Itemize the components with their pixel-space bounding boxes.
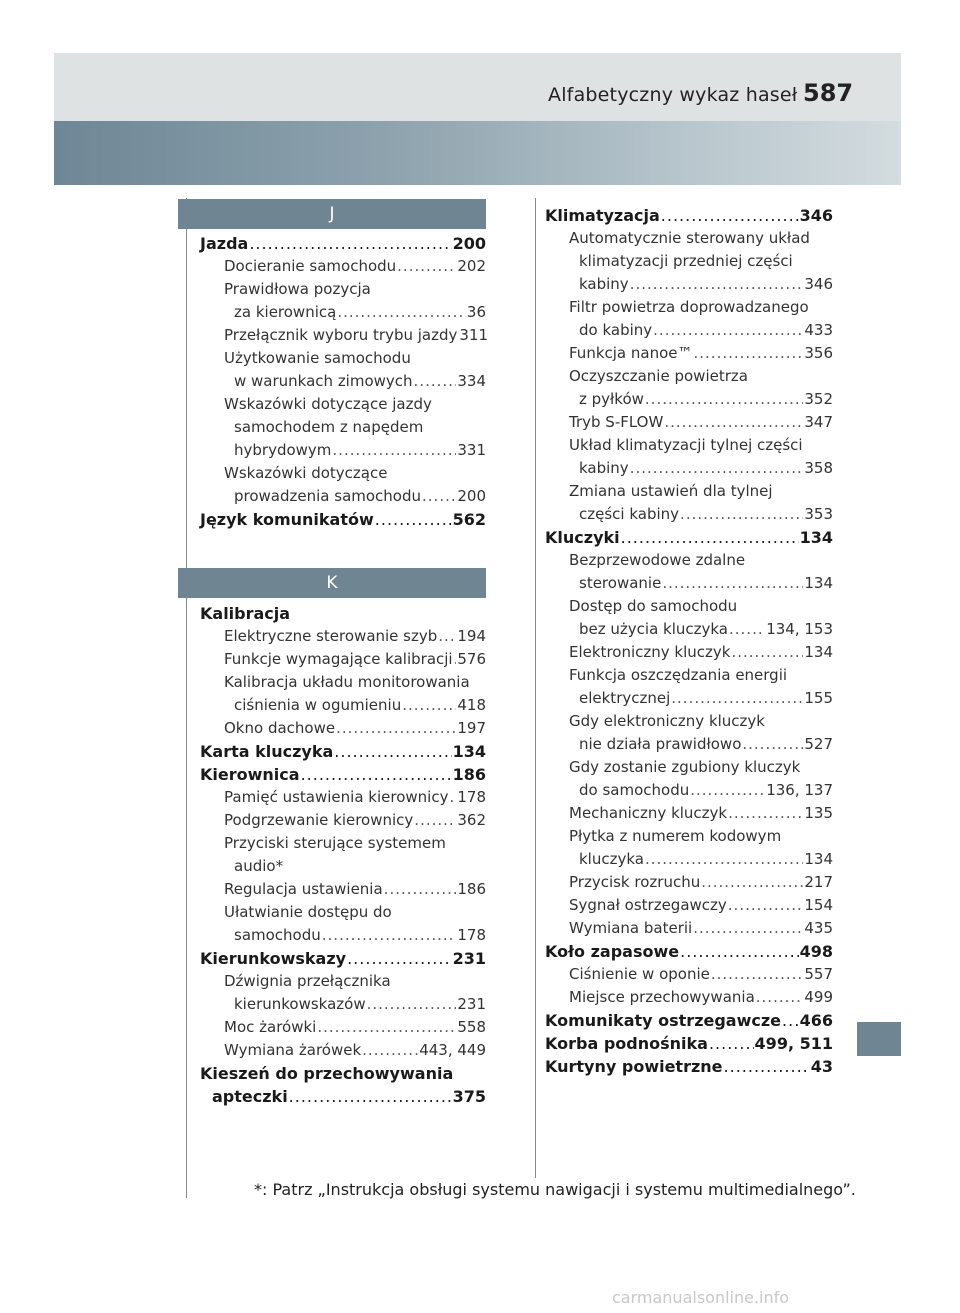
index-subentry-przeacznik-wyboru-trybu-jazdy: [200, 324, 489, 347]
page-reference: 154: [804, 896, 833, 914]
page-reference: 576: [457, 650, 486, 668]
page-reference: 231: [452, 949, 486, 968]
entry-text: Kalibracja układu monitorowania: [224, 673, 470, 691]
entry-text: Dostęp do samochodu: [569, 597, 738, 615]
entry-text: samochodem z napędem: [234, 418, 424, 436]
left-column-rule: [186, 198, 187, 1198]
entry-text: Komunikaty ostrzegawcze: [545, 1011, 782, 1030]
index-subentry-pamiec-ustawienia-kierownicy: [200, 786, 486, 809]
page-reference: 352: [804, 390, 833, 408]
entry-text: kierunkowskazów: [234, 995, 366, 1013]
entry-text: klimatyzacji przedniej części: [579, 252, 793, 270]
index-entry-kierownica: [200, 763, 486, 786]
entry-text: Płytka z numerem kodowym: [569, 827, 782, 845]
index-subentry-kalibracja-ukadu-monitorowania: [200, 671, 486, 694]
page-reference: 435: [804, 919, 833, 937]
page-reference: 134: [804, 643, 833, 661]
dot-leader: [384, 878, 457, 901]
dot-leader: [337, 301, 466, 324]
index-entry-apteczki: [200, 1085, 486, 1108]
index-subentry-wymiana-baterii: [545, 917, 833, 940]
entry-text: Bezprzewodowe zdalne: [569, 551, 746, 569]
dot-leader: [367, 993, 457, 1016]
index-column-k: [200, 602, 486, 1108]
entry-text: audio*: [234, 857, 284, 875]
dot-leader: [375, 508, 452, 531]
entry-text: Elektroniczny kluczyk: [569, 643, 731, 661]
index-subentry-gdy-zostanie-zgubiony-kluczyk: [545, 756, 833, 779]
page-reference: 43: [810, 1057, 833, 1076]
page-reference: 311: [459, 326, 489, 344]
dot-leader: [724, 1055, 810, 1078]
page-reference: 557: [804, 965, 833, 983]
dot-leader: [742, 733, 803, 756]
index-entry-jazda: [200, 232, 486, 255]
dot-leader: [454, 648, 457, 671]
entry-text: kabiny: [579, 459, 629, 477]
page-reference: 186: [452, 765, 486, 784]
index-subentry-dzwignia-przeacznika: [200, 970, 486, 993]
dot-leader: [630, 457, 804, 480]
entry-text: samochodu: [234, 926, 321, 944]
page-reference: 331: [457, 441, 486, 459]
dot-leader: [332, 439, 456, 462]
index-subentry-w-warunkach-zimowych: [200, 370, 486, 393]
dot-leader: [693, 917, 803, 940]
page-reference: 499: [804, 988, 833, 1006]
entry-text: elektrycznej: [579, 689, 671, 707]
page-reference: 178: [457, 926, 486, 944]
index-subentry-uzytkowanie-samochodu: [200, 347, 486, 370]
entry-text: Funkcja oszczędzania energii: [569, 666, 788, 684]
index-subentry-z-pykow: [545, 388, 833, 411]
page-reference: 200: [452, 234, 486, 253]
index-subentry-samochodu: [200, 924, 486, 947]
entry-text: w warunkach zimowych: [234, 372, 413, 390]
index-subentry-ukad-klimatyzacji-tylnej-czesci: [545, 434, 833, 457]
entry-text: Pamięć ustawienia kierownicy: [224, 788, 449, 806]
entry-text: Ułatwianie dostępu do: [224, 903, 392, 921]
index-subentry-bez-uzycia-kluczyka: [545, 618, 833, 641]
page-reference: 358: [804, 459, 833, 477]
index-subentry-miejsce-przechowywania: [545, 986, 833, 1009]
entry-text: Użytkowanie samochodu: [224, 349, 411, 367]
dot-leader: [422, 485, 456, 508]
page-reference: 134: [452, 742, 486, 761]
entry-text: Wskazówki dotyczące: [224, 464, 388, 482]
index-subentry-mechaniczny-kluczyk: [545, 802, 833, 825]
dot-leader: [662, 572, 803, 595]
page-reference: 197: [457, 719, 486, 737]
entry-text: Wymiana żarówek: [224, 1041, 362, 1059]
page-reference: 231: [457, 995, 486, 1013]
index-subentry-oczyszczanie-powietrza: [545, 365, 833, 388]
entry-text: Moc żarówki: [224, 1018, 317, 1036]
page-reference: 202: [457, 257, 486, 275]
index-subentry-automatycznie-sterowany-ukad: [545, 227, 833, 250]
index-subentry-podgrzewanie-kierownicy: [200, 809, 486, 832]
entry-text: Układ klimatyzacji tylnej części: [569, 436, 803, 454]
entry-text: Gdy elektroniczny kluczyk: [569, 712, 765, 730]
index-subentry-cisnienia-w-ogumieniu: [200, 694, 486, 717]
dot-leader: [711, 963, 804, 986]
page-reference: 200: [457, 487, 486, 505]
entry-text: Podgrzewanie kierownicy: [224, 811, 414, 829]
index-subentry-funkcje-wymagajace-kalibracji: [200, 648, 486, 671]
entry-text: bez użycia kluczyka: [579, 620, 728, 638]
index-subentry-prowadzenia-samochodu: [200, 485, 486, 508]
entry-text: do samochodu: [579, 781, 690, 799]
index-subentry-cisnienie-w-oponie: [545, 963, 833, 986]
page-reference: 346: [804, 275, 833, 293]
page-reference: 217: [804, 873, 833, 891]
index-subentry-kabiny: [545, 457, 833, 480]
index-subentry-bezprzewodowe-zdalne: [545, 549, 833, 572]
entry-text: prowadzenia samochodu: [234, 487, 422, 505]
index-subentry-prawidowa-pozycja: [200, 278, 486, 301]
entry-text: Koło zapasowe: [545, 942, 680, 961]
entry-text: z pyłków: [579, 390, 644, 408]
index-entry-kluczyki: [545, 526, 833, 549]
index-subentry-czesci-kabiny: [545, 503, 833, 526]
index-entry-komunikaty-ostrzegawcze: [545, 1009, 833, 1032]
page-reference: 178: [457, 788, 486, 806]
index-entry-jezyk-komunikatow: [200, 508, 486, 531]
dot-leader: [729, 618, 765, 641]
dot-leader: [680, 503, 803, 526]
dot-leader: [645, 388, 803, 411]
page-reference: 334: [457, 372, 486, 390]
entry-text: Przyciski sterujące systemem: [224, 834, 446, 852]
index-subentry-dostep-do-samochodu: [545, 595, 833, 618]
entry-text: Kalibracja: [200, 604, 291, 623]
page-reference: 134: [804, 850, 833, 868]
entry-text: apteczki: [212, 1087, 288, 1106]
entry-text: Wskazówki dotyczące jazdy: [224, 395, 432, 413]
footnote: *: Patrz „Instrukcja obsługi systemu nawigacji i systemu multimedialnego”.: [254, 1180, 856, 1199]
page-reference: 194: [457, 627, 486, 645]
dot-leader: [322, 924, 457, 947]
dot-leader: [661, 204, 799, 227]
index-entry-kierunkowskazy: [200, 947, 486, 970]
page-reference: 498: [799, 942, 833, 961]
entry-text: Kurtyny powietrzne: [545, 1057, 723, 1076]
page-reference: 155: [804, 689, 833, 707]
dot-leader: [397, 255, 456, 278]
watermark: carmanualsonline.info: [612, 1288, 790, 1307]
entry-text: Filtr powietrza doprowadzanego: [569, 298, 809, 316]
dot-leader: [414, 809, 456, 832]
page-reference: 346: [799, 206, 833, 225]
entry-text: nie działa prawidłowo: [579, 735, 742, 753]
entry-text: Sygnał ostrzegawczy: [569, 896, 727, 914]
dot-leader: [301, 763, 452, 786]
entry-text: Tryb S-FLOW: [569, 413, 664, 431]
index-subentry-moc-zarowki: [200, 1016, 486, 1039]
index-subentry-sterowanie: [545, 572, 833, 595]
dot-leader: [414, 370, 457, 393]
entry-text: Korba podnośnika: [545, 1034, 708, 1053]
page-reference: 433: [804, 321, 833, 339]
page-reference: 443, 449: [419, 1041, 486, 1059]
entry-text: Ciśnienie w oponie: [569, 965, 710, 983]
index-entry-klimatyzacja: [545, 204, 833, 227]
page-reference: 186: [457, 880, 486, 898]
index-column-right: [545, 204, 833, 1078]
entry-text: Okno dachowe: [224, 719, 336, 737]
section-header-j: J: [178, 199, 486, 229]
page-reference: 136, 137: [766, 781, 833, 799]
page-reference: 527: [804, 735, 833, 753]
page-title: Alfabetyczny wykaz haseł: [548, 84, 798, 106]
entry-text: Funkcja nanoe™: [569, 344, 693, 362]
page-reference: 134, 153: [766, 620, 833, 638]
page-reference: 134: [804, 574, 833, 592]
entry-text: Miejsce przechowywania: [569, 988, 755, 1006]
index-subentry-elektrycznej: [545, 687, 833, 710]
index-subentry-nie-dziaa-prawidowo: [545, 733, 833, 756]
header-band: [54, 121, 901, 185]
index-subentry-uatwianie-dostepu-do: [200, 901, 486, 924]
entry-text: Prawidłowa pozycja: [224, 280, 371, 298]
dot-leader: [731, 641, 803, 664]
index-subentry-za-kierownica: [200, 301, 486, 324]
dot-leader: [701, 871, 803, 894]
index-subentry-kabiny: [545, 273, 833, 296]
page-reference: 499, 511: [754, 1034, 833, 1053]
page-reference: 353: [804, 505, 833, 523]
section-header-k: K: [178, 568, 486, 598]
dot-leader: [334, 740, 451, 763]
dot-leader: [438, 625, 456, 648]
middle-column-rule: [535, 198, 536, 1178]
dot-leader: [671, 687, 803, 710]
index-entry-korba-podnosnika: [545, 1032, 833, 1055]
page-reference: 36: [466, 303, 486, 321]
entry-text: Klimatyzacja: [545, 206, 660, 225]
entry-text: Kierunkowskazy: [200, 949, 347, 968]
index-subentry-elektroniczny-kluczyk: [545, 641, 833, 664]
page-reference: 134: [799, 528, 833, 547]
index-subentry-pytka-z-numerem-kodowym: [545, 825, 833, 848]
dot-leader: [449, 786, 456, 809]
entry-text: kluczyka: [579, 850, 644, 868]
entry-text: Przełącznik wyboru trybu jazdy: [224, 326, 458, 344]
dot-leader: [782, 1009, 799, 1032]
index-entry-koo-zapasowe: [545, 940, 833, 963]
dot-leader: [362, 1039, 418, 1062]
index-subentry-przycisk-rozruchu: [545, 871, 833, 894]
dot-leader: [289, 1085, 452, 1108]
entry-text: Regulacja ustawienia: [224, 880, 383, 898]
index-subentry-wymiana-zarowek: [200, 1039, 486, 1062]
dot-leader: [347, 947, 452, 970]
entry-text: Przycisk rozruchu: [569, 873, 701, 891]
index-subentry-do-samochodu: [545, 779, 833, 802]
dot-leader: [645, 848, 803, 871]
dot-leader: [630, 273, 804, 296]
entry-text: za kierownicą: [234, 303, 337, 321]
entry-text: Docieranie samochodu: [224, 257, 397, 275]
dot-leader: [336, 717, 456, 740]
index-subentry-tryb-s-flow: [545, 411, 833, 434]
index-subentry-docieranie-samochodu: [200, 255, 486, 278]
index-subentry-wskazowki-dotyczace-jazdy: [200, 393, 486, 416]
entry-text: Dźwignia przełącznika: [224, 972, 391, 990]
index-subentry-samochodem-z-napedem: [200, 416, 486, 439]
chapter-tab: [857, 1022, 901, 1056]
index-subentry-audio: [200, 855, 486, 878]
entry-text: Wymiana baterii: [569, 919, 693, 937]
page-number: 587: [803, 79, 854, 107]
index-subentry-okno-dachowe: [200, 717, 486, 740]
page-reference: 356: [804, 344, 833, 362]
index-subentry-przyciski-sterujace-systemem: [200, 832, 486, 855]
entry-text: kabiny: [579, 275, 629, 293]
page-reference: 466: [799, 1011, 833, 1030]
dot-leader: [690, 779, 765, 802]
index-subentry-zmiana-ustawien-dla-tylnej: [545, 480, 833, 503]
dot-leader: [680, 940, 798, 963]
entry-text: ciśnienia w ogumieniu: [234, 696, 402, 714]
dot-leader: [664, 411, 803, 434]
entry-text: Funkcje wymagające kalibracji: [224, 650, 453, 668]
index-subentry-hybrydowym: [200, 439, 486, 462]
index-subentry-wskazowki-dotyczace: [200, 462, 486, 485]
entry-text: sterowanie: [579, 574, 662, 592]
dot-leader: [402, 694, 456, 717]
entry-text: Mechaniczny kluczyk: [569, 804, 728, 822]
dot-leader: [728, 894, 804, 917]
index-subentry-filtr-powietrza-doprowadzanego: [545, 296, 833, 319]
index-subentry-kluczyka: [545, 848, 833, 871]
entry-text: hybrydowym: [234, 441, 332, 459]
page-reference: 558: [457, 1018, 486, 1036]
entry-text: Zmiana ustawień dla tylnej: [569, 482, 773, 500]
index-subentry-kierunkowskazow: [200, 993, 486, 1016]
index-subentry-sygna-ostrzegawczy: [545, 894, 833, 917]
dot-leader: [756, 986, 804, 1009]
page-reference: 347: [804, 413, 833, 431]
dot-leader: [709, 1032, 754, 1055]
index-entry-kalibracja: [200, 602, 486, 625]
page-reference: 418: [457, 696, 486, 714]
index-entry-kurtyny-powietrzne: [545, 1055, 833, 1078]
entry-text: Kieszeń do przechowywania: [200, 1064, 454, 1083]
entry-text: Język komunikatów: [200, 510, 374, 529]
index-entry-karta-kluczyka: [200, 740, 486, 763]
entry-text: Automatycznie sterowany układ: [569, 229, 810, 247]
dot-leader: [728, 802, 803, 825]
entry-text: do kabiny: [579, 321, 653, 339]
entry-text: Oczyszczanie powietrza: [569, 367, 748, 385]
entry-text: części kabiny: [579, 505, 680, 523]
index-subentry-klimatyzacji-przedniej-czesci: [545, 250, 833, 273]
index-subentry-do-kabiny: [545, 319, 833, 342]
dot-leader: [621, 526, 799, 549]
index-subentry-elektryczne-sterowanie-szyb: [200, 625, 486, 648]
page-reference: 135: [804, 804, 833, 822]
entry-text: Gdy zostanie zgubiony kluczyk: [569, 758, 801, 776]
index-subentry-regulacja-ustawienia: [200, 878, 486, 901]
index-entry-kieszen-do-przechowywania: [200, 1062, 486, 1085]
entry-text: Elektryczne sterowanie szyb: [224, 627, 438, 645]
index-column-j: [200, 232, 489, 531]
index-subentry-gdy-elektroniczny-kluczyk: [545, 710, 833, 733]
page-reference: 562: [452, 510, 486, 529]
dot-leader: [249, 232, 451, 255]
index-subentry-funkcja-nanoe: [545, 342, 833, 365]
index-subentry-funkcja-oszczedzania-energii: [545, 664, 833, 687]
page-reference: 375: [452, 1087, 486, 1106]
entry-text: Jazda: [200, 234, 249, 253]
dot-leader: [653, 319, 803, 342]
dot-leader: [317, 1016, 456, 1039]
page-reference: 362: [457, 811, 486, 829]
dot-leader: [694, 342, 804, 365]
entry-text: Kierownica: [200, 765, 300, 784]
entry-text: Karta kluczyka: [200, 742, 334, 761]
entry-text: Kluczyki: [545, 528, 620, 547]
